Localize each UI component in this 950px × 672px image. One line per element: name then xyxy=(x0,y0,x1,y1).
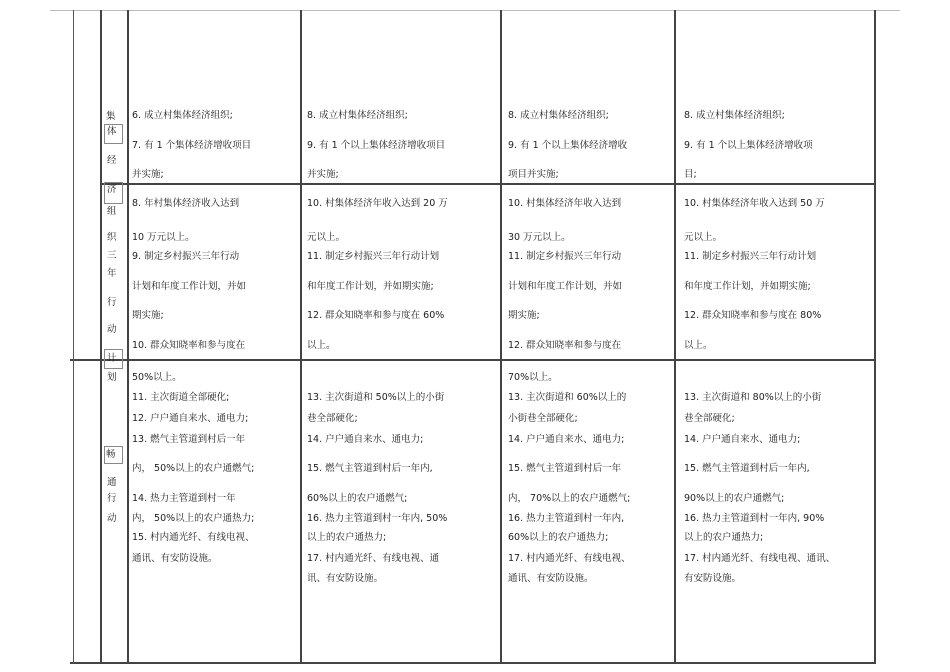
cell-line: 目; xyxy=(684,169,697,180)
col-divider-2 xyxy=(500,10,502,664)
cell-line: 7. 有 1 个集体经济增收项目 xyxy=(132,140,252,151)
cell-line: 16. 热力主管道到村一年内, 50% xyxy=(307,513,448,524)
label-char: 行 xyxy=(107,297,117,308)
cell-line: 12. 群众知晓率和参与度在 xyxy=(508,340,622,351)
cell-line: 内， 70%以上的农户通燃气; xyxy=(508,493,631,504)
cell-line: 有安防设施。 xyxy=(684,573,742,584)
cell-line: 90%以上的农户通燃气; xyxy=(684,493,785,504)
label-char: 体 xyxy=(107,126,117,137)
table-bottom-border xyxy=(70,662,875,664)
outer-left-border xyxy=(73,10,74,664)
label-char: 行 xyxy=(107,493,117,504)
cell-line: 10. 村集体经济年收入达到 50 万 xyxy=(684,198,825,209)
cell-line: 和年度工作计划，并如期实施; xyxy=(307,281,434,292)
label-frame-1 xyxy=(104,124,123,144)
cell-line: 以上的农户通热力; xyxy=(307,532,387,543)
col-divider-1 xyxy=(300,10,302,664)
label-char: 年 xyxy=(107,268,117,279)
cell-line: 17. 村内通光纤、有线电视、通 xyxy=(307,553,440,564)
cell-line: 以上。 xyxy=(684,340,713,351)
cell-line: 以上。 xyxy=(307,340,336,351)
cell-line: 8. 成立村集体经济组织; xyxy=(684,110,785,121)
label-char: 组 xyxy=(107,206,117,217)
cell-line: 14. 户户通自来水、通电力; xyxy=(307,434,424,445)
cell-line: 13. 燃气主管道到村后一年 xyxy=(132,434,246,445)
cell-line: 讯、有安防设施。 xyxy=(307,573,384,584)
cell-line: 9. 有 1 个以上集体经济增收项 xyxy=(684,140,813,151)
cell-line: 10. 群众知晓率和参与度在 xyxy=(132,340,246,351)
cell-line: 9. 有 1 个以上集体经济增收项目 xyxy=(307,140,446,151)
label-char: 动 xyxy=(107,513,117,524)
cell-line: 12. 群众知晓率和参与度在 80% xyxy=(684,310,822,321)
cell-line: 10. 村集体经济年收入达到 xyxy=(508,198,622,209)
cell-line: 60%以上的农户通燃气; xyxy=(307,493,408,504)
cell-line: 12. 户户通自来水、通电力; xyxy=(132,413,249,424)
cell-line: 元以上。 xyxy=(307,232,346,243)
cell-line: 15. 村内通光纤、有线电视、 xyxy=(132,532,255,543)
cell-line: 期实施; xyxy=(508,310,540,321)
page-top-rule xyxy=(50,10,900,11)
label-char: 三 xyxy=(107,250,117,261)
label-char: 织 xyxy=(107,232,117,243)
cell-line: 15. 燃气主管道到村后一年内, xyxy=(307,463,433,474)
cell-line: 11. 制定乡村振兴三年行动 xyxy=(508,251,622,262)
cell-line: 11. 制定乡村振兴三年行动计划 xyxy=(307,251,440,262)
label-char: 通 xyxy=(107,477,117,488)
cell-line: 内， 50%以上的农户通燃气; xyxy=(132,463,255,474)
cell-line: 期实施; xyxy=(132,310,164,321)
cell-line: 并实施; xyxy=(307,169,339,180)
label-frame-4 xyxy=(104,446,123,464)
cell-line: 9. 有 1 个以上集体经济增收 xyxy=(508,140,628,151)
cell-line: 70%以上。 xyxy=(508,372,558,383)
cell-line: 11. 主次街道全部硬化; xyxy=(132,392,230,403)
cell-line: 30 万元以上。 xyxy=(508,232,571,243)
label-char: 动 xyxy=(107,324,117,335)
cell-line: 通讯、有安防设施。 xyxy=(132,553,218,564)
cell-line: 12. 群众知晓率和参与度在 60% xyxy=(307,310,445,321)
label-char: 畅 xyxy=(106,449,116,460)
cell-line: 6. 成立村集体经济组织; xyxy=(132,110,233,121)
cell-line: 11. 制定乡村振兴三年行动计划 xyxy=(684,251,817,262)
cell-line: 8. 成立村集体经济组织; xyxy=(508,110,609,121)
cell-line: 9. 制定乡村振兴三年行动 xyxy=(132,251,240,262)
cell-line: 50%以上。 xyxy=(132,372,182,383)
cell-line: 并实施; xyxy=(132,169,164,180)
cell-line: 13. 主次街道和 60%以上的 xyxy=(508,392,627,403)
cell-line: 计划和年度工作计划，并如 xyxy=(508,281,623,292)
cell-line: 8. 成立村集体经济组织; xyxy=(307,110,408,121)
label-char: 经 xyxy=(107,155,117,166)
cell-line: 8. 年村集体经济收入达到 xyxy=(132,198,240,209)
label-col-right-border xyxy=(127,10,129,664)
label-frame-2 xyxy=(104,182,123,204)
cell-line: 项目并实施; xyxy=(508,169,559,180)
label-char: 划 xyxy=(107,372,117,383)
cell-line: 13. 主次街道和 50%以上的小街 xyxy=(307,392,445,403)
cell-line: 巷全部硬化; xyxy=(684,413,735,424)
cell-line: 17. 村内通光纤、有线电视、通讯、 xyxy=(684,553,836,564)
label-char: 济 xyxy=(107,184,117,195)
cell-line: 14. 户户通自来水、通电力; xyxy=(684,434,801,445)
cell-line: 17. 村内通光纤、有线电视、 xyxy=(508,553,631,564)
cell-line: 13. 主次街道和 80%以上的小街 xyxy=(684,392,822,403)
cell-line: 巷全部硬化; xyxy=(307,413,358,424)
cell-line: 小街巷全部硬化; xyxy=(508,413,578,424)
cell-line: 计划和年度工作计划，并如 xyxy=(132,281,247,292)
cell-line: 14. 户户通自来水、通电力; xyxy=(508,434,625,445)
cell-line: 元以上。 xyxy=(684,232,723,243)
label-frame-3 xyxy=(104,349,123,369)
cell-line: 10 万元以上。 xyxy=(132,232,195,243)
cell-line: 60%以上的农户通热力; xyxy=(508,532,609,543)
label-col-left-border xyxy=(100,10,102,664)
cell-line: 14. 热力主管道到村一年 xyxy=(132,493,236,504)
label-char: 计 xyxy=(107,353,117,364)
row-divider-2 xyxy=(70,359,875,361)
cell-line: 和年度工作计划，并如期实施; xyxy=(684,281,811,292)
cell-line: 内， 50%以上的农户通热力; xyxy=(132,513,255,524)
row-divider-1 xyxy=(100,183,875,185)
col-divider-3 xyxy=(674,10,676,664)
cell-line: 16. 热力主管道到村一年内, 90% xyxy=(684,513,825,524)
cell-line: 15. 燃气主管道到村后一年内, xyxy=(684,463,810,474)
table-right-border xyxy=(874,10,876,664)
label-char: 集 xyxy=(106,111,116,122)
cell-line: 15. 燃气主管道到村后一年 xyxy=(508,463,622,474)
cell-line: 通讯、有安防设施。 xyxy=(508,573,594,584)
cell-line: 16. 热力主管道到村一年内, xyxy=(508,513,625,524)
cell-line: 以上的农户通热力; xyxy=(684,532,764,543)
cell-line: 10. 村集体经济年收入达到 20 万 xyxy=(307,198,448,209)
